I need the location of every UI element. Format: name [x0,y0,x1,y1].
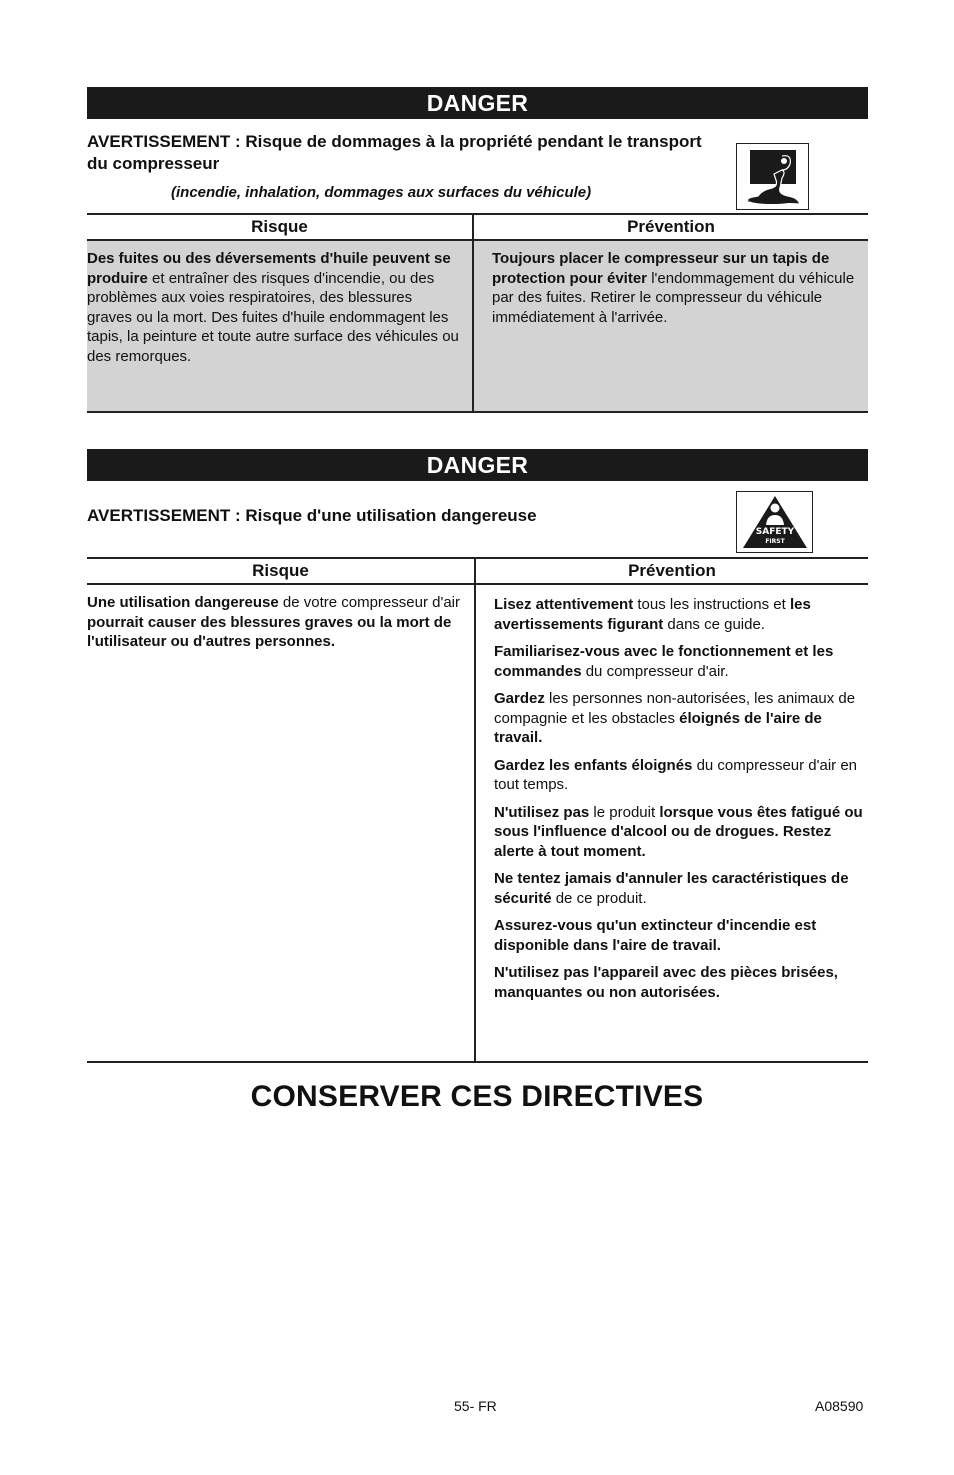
prevention-item [494,595,868,634]
risk-prevention-table-2 [87,557,868,1063]
prevention-text: de ce produit. [551,889,647,907]
prevention-bold: les avertissements figurant [494,596,811,633]
prevention-bold: Gardez [494,690,545,707]
prevention-text: dans ce guide. [663,615,765,633]
danger-banner: DANGER [87,449,868,481]
danger-section-transport [87,87,868,365]
prevention-item [494,642,868,681]
risk-cell [87,240,473,412]
prevention-bold: Gardez les enfants éloignés [494,756,693,774]
prevention-item [494,803,868,862]
page-number: 55- FR [454,1398,497,1414]
prevention-item [494,689,868,748]
prevention-text: tous les instructions et [633,596,790,613]
prevention-bold: N'utilisez pas l'appareil avec des pièces brisées, manquantes ou non autorisées. [494,964,838,1001]
first-label: FIRST [764,538,785,545]
prevention-text: les personnes non-autorisées, les animaux de compagnie et les obstacles [494,690,856,727]
risk-text: et entraîner des risques d'incendie, ou des problèmes aux voies respiratoires, des blessures graves ou la mort. Des fuites d'huile endommagent les tapis, la peinture et toute autre surface des véhicules ou des remorques. [87,269,459,365]
prevention-bold: Familiarisez-vous avec le fonctionnement et les commandes [494,643,834,680]
risk-bold-text: Des fuites ou des déversements d'huile peuvent se produire [87,250,451,287]
conserve-directives-title: CONSERVER CES DIRECTIVES [250,1080,704,1113]
prevention-text: l'endommagement du véhicule par des fuites. Retirer le compresseur du véhicule immédiatement à l'arrivée. [492,269,855,326]
prevention-cell [475,584,868,1062]
header-risk: Risque [87,214,473,240]
prevention-cell [473,240,868,412]
warning-subtitle: (incendie, inhalation, dommages aux surfaces du véhicule) [171,184,592,201]
safety-first-icon [742,495,808,549]
prevention-bold-text: Toujours placer le compresseur sur un tapis de protection pour éviter [492,250,830,287]
header-prevention: Prévention [473,214,868,240]
prevention-item [494,963,868,1002]
oil-leak-icon [742,148,804,206]
document-code: A08590 [815,1398,864,1414]
safety-label: SAFETY [755,527,794,537]
risk-prevention-table-1 [87,213,868,413]
danger-banner: DANGER [87,87,868,119]
risk-text-1: de votre compresseur d'air [278,594,460,611]
danger-section-usage [87,449,868,1001]
warning-title: AVERTISSEMENT : Risque d'une utilisation dangereuse [87,506,537,525]
prevention-bold: lorsque vous êtes fatigué ou sous l'influence d'alcool ou de drogues. Restez alerte à tout moment. [494,803,863,860]
header-prevention: Prévention [475,558,868,584]
safety-first-icon-box [736,491,813,553]
prevention-bold: Assurez-vous qu'un extincteur d'incendie est disponible dans l'aire de travail. [494,917,817,954]
risk-bold-2: pourrait causer des blessures graves ou la mort de l'utilisateur ou d'autres personnes. [87,613,452,650]
prevention-bold: éloignés de l'aire de travail. [494,709,822,746]
oil-leak-icon-box [736,143,809,210]
header-risk: Risque [87,558,475,584]
prevention-text: le produit [589,803,660,821]
prevention-item [494,916,868,955]
prevention-text: du compresseur d'air. [581,662,729,680]
prevention-text: du compresseur d'air en tout temps. [494,756,858,793]
prevention-bold: N'utilisez pas [494,803,590,821]
risk-cell [87,584,475,1062]
risk-bold-1: Une utilisation dangereuse [87,594,279,611]
prevention-bold: Lisez attentivement [494,596,634,613]
prevention-item [494,869,868,908]
prevention-item [494,756,868,795]
warning-title: AVERTISSEMENT : Risque de dommages à la propriété pendant le transport du compresseur [87,132,702,173]
prevention-bold: Ne tentez jamais d'annuler les caractéristiques de sécurité [494,870,849,907]
